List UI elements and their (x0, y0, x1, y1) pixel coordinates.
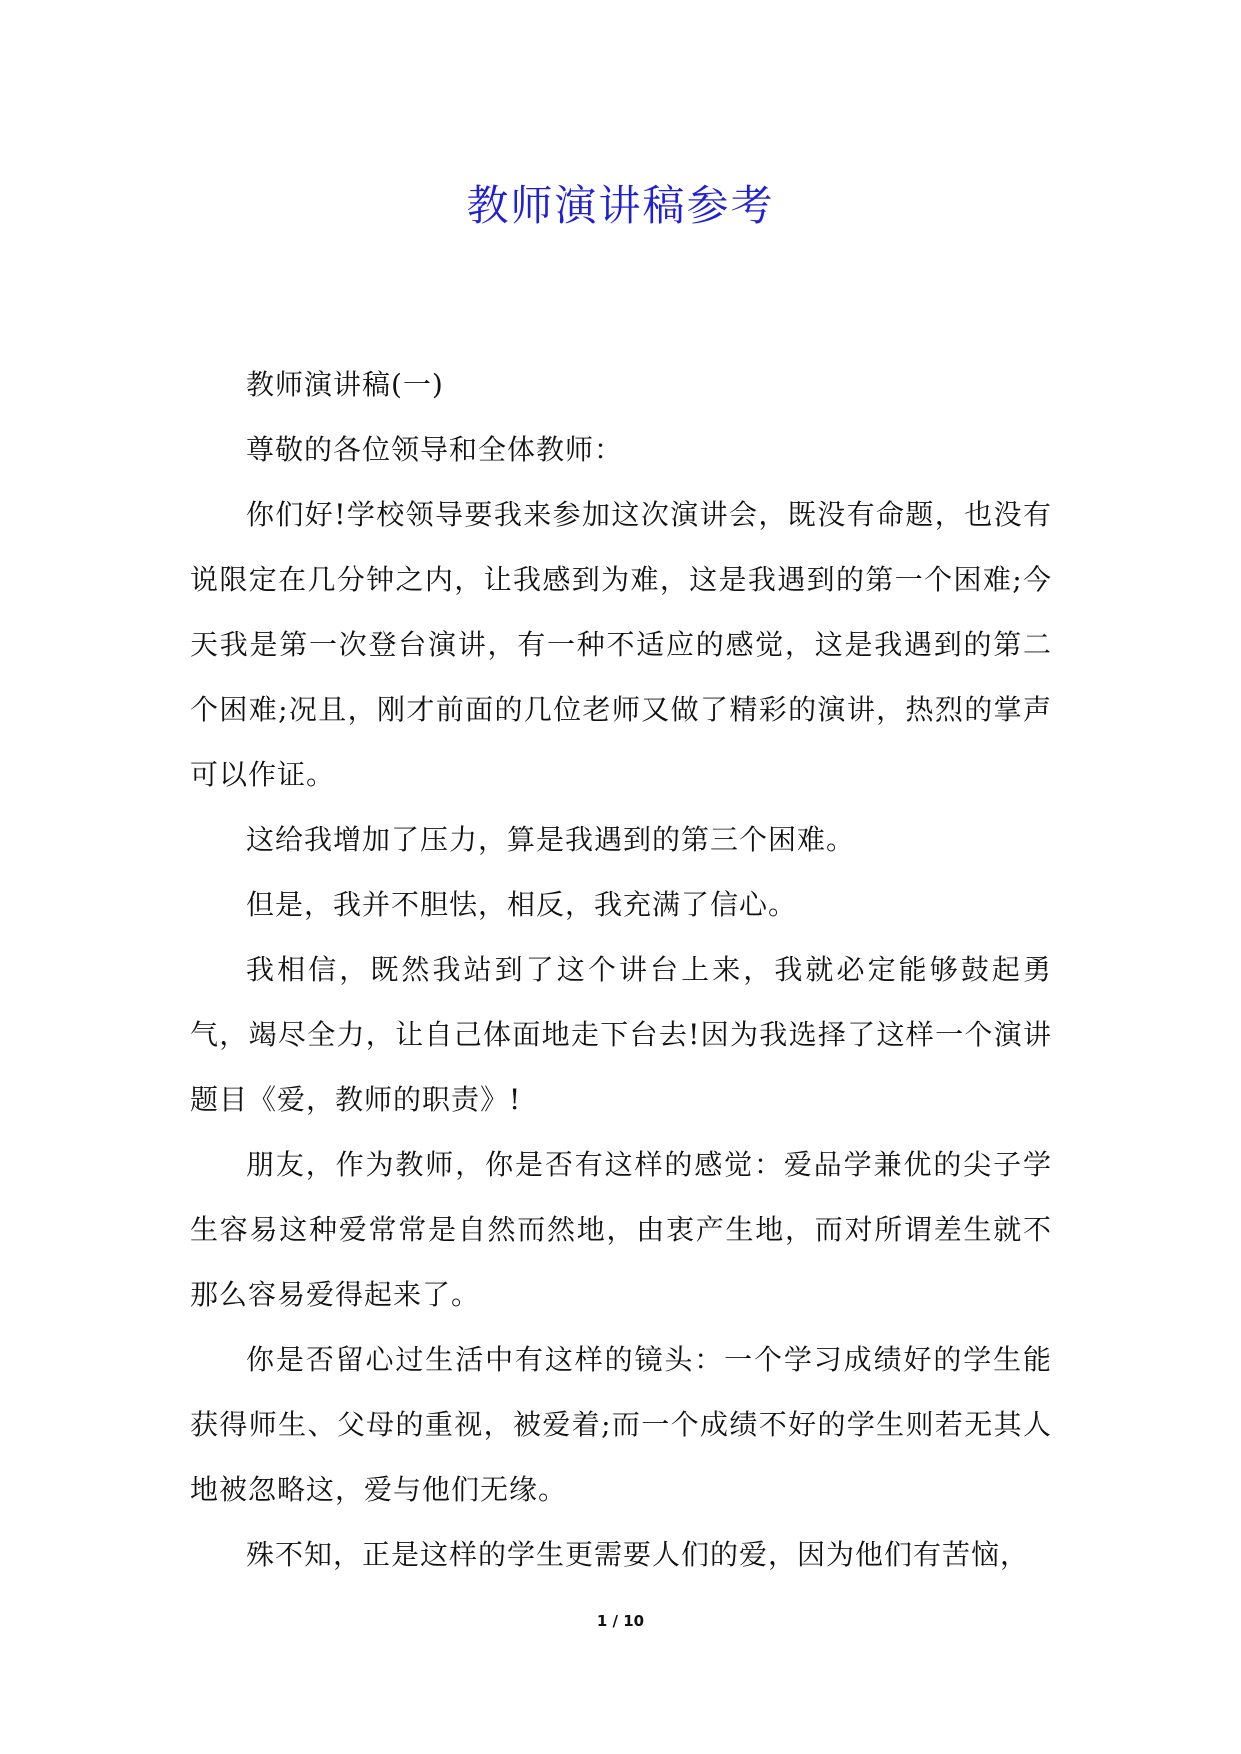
paragraph: 你们好!学校领导要我来参加这次演讲会，既没有命题，也没有说限定在几分钟之内，让我感到为难，这是我遇到的第一个困难;今天我是第一次登台演讲，有一种不适应的感觉，这是我遇到的第二个困难;况且，刚才前面的几位老师又做了精彩的演讲，热烈的掌声可以作证。 (190, 498, 1052, 791)
paragraph: 这给我增加了压力，算是我遇到的第三个困难。 (246, 823, 856, 856)
paragraph: 但是，我并不胆怯，相反，我充满了信心。 (246, 888, 798, 921)
paragraph: 殊不知，正是这样的学生更需要人们的爱，因为他们有苦恼， (246, 1538, 1030, 1571)
paragraph: 我相信，既然我站到了这个讲台上来，我就必定能够鼓起勇气，竭尽全力，让自己体面地走下台去!因为我选择了这样一个演讲题目《爱，教师的职责》! (190, 953, 1052, 1116)
paragraph: 朋友，作为教师，你是否有这样的感觉：爱品学兼优的尖子学生容易这种爱常常是自然而然地，由衷产生地，而对所谓差生就不那么容易爱得起来了。 (190, 1148, 1052, 1311)
paragraph-greeting: 尊敬的各位领导和全体教师： (246, 433, 624, 466)
paragraph: 你是否留心过生活中有这样的镜头：一个学习成绩好的学生能获得师生、父母的重视，被爱着;而一个成绩不好的学生则若无其人地被忽略这，爱与他们无缘。 (190, 1343, 1052, 1506)
document-body (190, 352, 1052, 1587)
page-number: 1 / 10 (596, 1612, 645, 1630)
paragraph-heading: 教师演讲稿(一) (246, 368, 444, 401)
document-title: 教师演讲稿参考 (466, 181, 775, 231)
